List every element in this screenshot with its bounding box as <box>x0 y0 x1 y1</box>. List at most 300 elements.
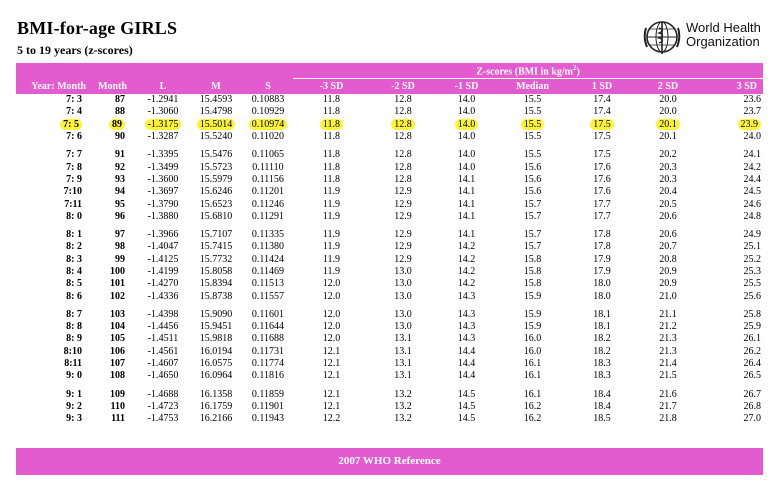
table-cell: 12.9 <box>394 241 412 253</box>
table-cell: 15.5723 <box>199 161 233 173</box>
table-cell: 17.4 <box>593 106 611 118</box>
table-cell: 99 <box>115 253 125 265</box>
table-cell: 0.11065 <box>251 149 285 161</box>
table-cell: 16.0964 <box>199 370 233 382</box>
table-cell: 8: 8 <box>66 321 82 333</box>
table-cell: 94 <box>115 186 125 198</box>
table-cell: 15.9 <box>523 290 542 302</box>
table-cell: 26.5 <box>743 370 762 382</box>
table-cell: 9: 3 <box>66 413 82 425</box>
table-cell: 11.8 <box>322 161 341 173</box>
table-cell: 12.0 <box>322 321 341 333</box>
table-cell: 17.5 <box>593 131 611 143</box>
table-cell: 12.2 <box>322 413 341 425</box>
table-cell: -1.4650 <box>147 370 179 382</box>
table-cell: 18.1 <box>593 308 611 320</box>
table-cell: -1.3880 <box>147 210 179 222</box>
table-row <box>16 119 763 131</box>
who-emblem-icon <box>642 18 682 56</box>
table-row <box>16 254 763 266</box>
table-cell: 12.8 <box>394 149 412 161</box>
table-cell: 12.9 <box>394 229 412 241</box>
table-cell: 0.11601 <box>251 308 285 320</box>
table-cell: 97 <box>115 229 125 241</box>
table-cell: 14.2 <box>457 253 476 265</box>
table-cell: 15.6 <box>523 161 542 173</box>
table-cell: 12.8 <box>370 119 436 131</box>
table-cell: 15.7 <box>523 241 542 253</box>
table-cell: 17.7 <box>593 198 611 210</box>
table-row <box>16 211 763 223</box>
table-cell: 0.11469 <box>251 266 285 277</box>
table-cell: 12.0 <box>322 278 341 290</box>
table-cell: 17.9 <box>593 266 611 277</box>
table-cell: 15.7107 <box>199 229 233 241</box>
table-cell: 92 <box>115 161 125 173</box>
table-cell: 15.9090 <box>199 308 233 320</box>
column-header: Year: Month <box>16 79 92 95</box>
table-cell: 104 <box>110 321 125 333</box>
table-cell: 15.9451 <box>199 321 233 333</box>
table-cell: 21.8 <box>659 413 677 425</box>
table-cell: 7: 9 <box>66 173 82 185</box>
table-cell: 0.11731 <box>251 345 285 357</box>
table-cell: 15.6810 <box>199 210 233 222</box>
table-cell: 14.1 <box>457 198 476 210</box>
table-cell: 21.0 <box>659 290 677 302</box>
table-cell: 23.6 <box>743 94 762 106</box>
table-row <box>16 186 763 198</box>
table-cell: 101 <box>110 278 125 290</box>
table-cell: 8: 9 <box>66 333 82 345</box>
table-cell: -1.3499 <box>147 161 179 173</box>
table-row <box>16 383 763 401</box>
table-cell: 8: 5 <box>66 278 82 290</box>
table-cell: 0.11816 <box>251 370 285 382</box>
table-cell: 13.2 <box>394 400 412 412</box>
table-cell: 14.2 <box>457 241 476 253</box>
table-cell: 15.7 <box>523 198 542 210</box>
table-cell: 96 <box>115 210 125 222</box>
table-row <box>16 358 763 370</box>
table-cell: 13.2 <box>394 388 412 400</box>
table-cell: 13.1 <box>394 333 412 345</box>
page-title: BMI-for-age GIRLS <box>17 18 178 38</box>
table-cell: 15.9818 <box>199 333 233 345</box>
table-cell: 16.2 <box>523 413 542 425</box>
table-cell: 12.0 <box>322 290 341 302</box>
table-cell: 7: 5 <box>16 119 92 131</box>
table-cell: 20.8 <box>659 253 677 265</box>
table-cell: -1.4047 <box>147 241 179 253</box>
table-cell: 0.11291 <box>251 210 285 222</box>
table-cell: 20.0 <box>659 106 677 118</box>
table-cell: 90 <box>115 131 125 143</box>
table-row <box>16 106 763 118</box>
who-logo <box>640 18 780 58</box>
table-cell: 18.0 <box>593 290 611 302</box>
table-cell: 13.2 <box>394 413 412 425</box>
table-cell: 0.11424 <box>251 253 285 265</box>
column-header: 3 SD <box>700 79 763 95</box>
table-cell: 8: 2 <box>66 241 82 253</box>
table-cell: 17.6 <box>593 161 611 173</box>
table-cell: 15.5979 <box>199 173 233 185</box>
table-cell: 11.9 <box>322 198 341 210</box>
footer-banner: 2007 WHO Reference <box>16 448 763 475</box>
table-cell: 103 <box>110 308 125 320</box>
table-cell: 15.5 <box>497 119 568 131</box>
table-cell: 7: 3 <box>66 94 82 106</box>
table-cell: 21.6 <box>659 388 677 400</box>
bmi-table <box>16 63 763 425</box>
table-cell: 12.1 <box>322 370 341 382</box>
table-cell: 0.10974 <box>243 119 293 131</box>
table-cell: 20.3 <box>659 161 677 173</box>
table-cell: -1.3287 <box>147 131 179 143</box>
table-cell: 12.0 <box>322 308 341 320</box>
table-cell: 8: 6 <box>66 290 82 302</box>
table-cell: 12.1 <box>322 345 341 357</box>
table-cell: 24.5 <box>743 186 762 198</box>
logo-line2: Organization <box>686 34 760 49</box>
table-cell: 20.1 <box>636 119 700 131</box>
column-header: L <box>137 79 189 95</box>
table-cell: -1.4125 <box>147 253 179 265</box>
table-cell: 14.0 <box>457 149 476 161</box>
table-cell: 8: 3 <box>66 253 82 265</box>
table-cell: 98 <box>115 241 125 253</box>
table-cell: 18.3 <box>593 370 611 382</box>
table-cell: 12.8 <box>394 173 412 185</box>
table-cell: 8: 0 <box>66 210 82 222</box>
table-row <box>16 223 763 241</box>
table-cell: 14.3 <box>457 290 476 302</box>
table-cell: 25.3 <box>743 266 762 277</box>
table-cell: 24.8 <box>743 210 762 222</box>
table-cell: 15.9 <box>523 308 542 320</box>
table-cell: 8:10 <box>63 345 82 357</box>
table-cell: 24.4 <box>743 173 762 185</box>
table-cell: 16.1 <box>523 358 542 370</box>
table-cell: 87 <box>115 94 125 106</box>
table-cell: 18.5 <box>593 413 611 425</box>
table-cell: 111 <box>111 413 125 425</box>
table-cell: 91 <box>115 149 125 161</box>
table-cell: -1.2941 <box>147 94 179 106</box>
column-header: Median <box>497 79 568 95</box>
table-cell: 7: 7 <box>66 149 82 161</box>
table-cell: 11.8 <box>322 149 341 161</box>
table-cell: 15.7 <box>523 210 542 222</box>
table-cell: 20.3 <box>659 173 677 185</box>
table-cell: 25.1 <box>743 241 762 253</box>
table-cell: 108 <box>110 370 125 382</box>
table-cell: 88 <box>115 106 125 118</box>
table-cell: 20.9 <box>659 266 677 277</box>
table-cell: 24.9 <box>743 229 762 241</box>
table-cell: -1.4398 <box>147 308 179 320</box>
table-cell: 16.2 <box>523 400 542 412</box>
table-cell: 15.7 <box>523 229 542 241</box>
table-cell: 17.5 <box>568 119 636 131</box>
table-cell: 15.5 <box>523 106 542 118</box>
table-cell: -1.4270 <box>147 278 179 290</box>
header-row-top <box>16 63 763 79</box>
table-cell: 0.11943 <box>251 413 285 425</box>
table-cell: 14.0 <box>457 131 476 143</box>
table-cell: 25.5 <box>743 278 762 290</box>
table-cell: 95 <box>115 198 125 210</box>
table-cell: 93 <box>115 173 125 185</box>
table-cell: 18.3 <box>593 358 611 370</box>
table-cell: 0.11156 <box>252 173 284 185</box>
table-cell: 0.11380 <box>251 241 285 253</box>
table-cell: -1.3966 <box>147 229 179 241</box>
table-cell: 15.5240 <box>199 131 233 143</box>
table-cell: 25.8 <box>743 308 762 320</box>
table-cell: 0.10929 <box>251 106 285 118</box>
table-row <box>16 346 763 358</box>
table-cell: 21.3 <box>659 345 677 357</box>
table-row <box>16 174 763 186</box>
table-row <box>16 94 763 106</box>
table-cell: 11.8 <box>322 131 341 143</box>
table-cell: 9: 2 <box>66 400 82 412</box>
table-cell: 11.8 <box>322 94 341 106</box>
table-cell: 15.9 <box>523 321 542 333</box>
table-cell: 21.3 <box>659 333 677 345</box>
table-cell: 13.0 <box>394 290 412 302</box>
table-cell: 7: 8 <box>66 161 82 173</box>
table-cell: 26.2 <box>743 345 762 357</box>
table-cell: 15.6523 <box>199 198 233 210</box>
table-cell: -1.3060 <box>147 106 179 118</box>
table-cell: 11.9 <box>322 229 341 241</box>
table-cell: 18.4 <box>593 400 611 412</box>
table-cell: 11.8 <box>293 119 370 131</box>
table-cell: 12.9 <box>394 253 412 265</box>
table-cell: 12.9 <box>394 186 412 198</box>
table-cell: 17.8 <box>593 241 611 253</box>
table-row <box>16 370 763 382</box>
table-cell: -1.4456 <box>147 321 179 333</box>
table-cell: 0.11201 <box>251 186 285 198</box>
table-cell: 18.2 <box>593 333 611 345</box>
table-cell: 26.7 <box>743 388 762 400</box>
column-header: 2 SD <box>636 79 700 95</box>
table-cell: 89 <box>92 119 137 131</box>
table-cell: 100 <box>110 266 125 277</box>
table-cell: 20.4 <box>659 186 677 198</box>
table-cell: 11.9 <box>322 186 341 198</box>
table-cell: 14.0 <box>457 106 476 118</box>
column-header: -1 SD <box>436 79 497 95</box>
table-cell: 16.0575 <box>199 358 233 370</box>
table-cell: 25.9 <box>743 321 762 333</box>
table-cell: 0.11020 <box>251 131 285 143</box>
table-cell: -1.4561 <box>147 345 179 357</box>
table-cell: -1.4723 <box>147 400 179 412</box>
table-cell: 0.11688 <box>251 333 285 345</box>
table-cell: -1.4688 <box>147 388 179 400</box>
table-cell: 0.10883 <box>251 94 285 106</box>
table-cell: 18.1 <box>593 321 611 333</box>
table-cell: 0.11246 <box>251 198 285 210</box>
table-row <box>16 241 763 253</box>
table-cell: 16.1759 <box>199 400 233 412</box>
table-cell: 14.5 <box>457 388 476 400</box>
column-header: -3 SD <box>293 79 370 95</box>
logo-line1: World Health <box>686 20 761 35</box>
zscore-group-header: Z-scores (BMI in $kg/m^2$) <box>293 63 763 79</box>
table-cell: 14.0 <box>457 94 476 106</box>
table-cell: -1.4753 <box>147 413 179 425</box>
table-cell: 17.5 <box>593 149 611 161</box>
table-cell: 27.0 <box>743 413 762 425</box>
table-cell: 13.1 <box>394 345 412 357</box>
table-cell: 17.6 <box>593 186 611 198</box>
table-cell: 17.4 <box>593 94 611 106</box>
table-row <box>16 266 763 278</box>
table-cell: 14.4 <box>457 358 476 370</box>
table-cell: 11.9 <box>322 253 341 265</box>
table-cell: 23.7 <box>743 106 762 118</box>
table-cell: 12.8 <box>394 94 412 106</box>
table-cell: -1.3697 <box>147 186 179 198</box>
table-cell: 14.2 <box>457 278 476 290</box>
table-cell: 109 <box>110 388 125 400</box>
table-cell: 20.6 <box>659 229 677 241</box>
table-cell: 11.8 <box>322 173 341 185</box>
table-cell: 21.1 <box>659 308 677 320</box>
table-cell: 16.0 <box>523 345 542 357</box>
bmi-table-container <box>16 63 763 425</box>
column-header: Month <box>92 79 137 95</box>
table-cell: 110 <box>110 400 125 412</box>
table-cell: 102 <box>110 290 125 302</box>
table-cell: 14.4 <box>457 370 476 382</box>
table-cell: 15.5 <box>523 131 542 143</box>
table-row <box>16 131 763 143</box>
table-cell: 26.8 <box>743 400 762 412</box>
table-cell: 105 <box>110 333 125 345</box>
table-cell: 15.6 <box>523 173 542 185</box>
table-cell: 13.0 <box>394 278 412 290</box>
table-cell: 23.9 <box>700 119 763 131</box>
table-cell: 13.0 <box>394 308 412 320</box>
table-cell: 21.4 <box>659 358 677 370</box>
table-cell: 21.2 <box>659 321 677 333</box>
table-cell: 14.2 <box>457 266 476 277</box>
table-cell: 14.1 <box>457 210 476 222</box>
table-cell: 14.0 <box>436 119 497 131</box>
table-row <box>16 278 763 290</box>
table-cell: 15.8 <box>523 253 542 265</box>
table-cell: 15.8 <box>523 278 542 290</box>
table-cell: 8:11 <box>64 358 82 370</box>
table-row <box>16 413 763 425</box>
table-cell: 14.4 <box>457 345 476 357</box>
table-cell: 17.6 <box>593 173 611 185</box>
table-cell: 12.1 <box>322 388 341 400</box>
table-cell: 7:11 <box>64 198 82 210</box>
table-cell: 15.6246 <box>199 186 233 198</box>
table-cell: 15.6 <box>523 186 542 198</box>
table-cell: 11.8 <box>322 106 341 118</box>
table-cell: -1.3175 <box>137 119 189 131</box>
table-cell: 16.1358 <box>199 388 233 400</box>
table-cell: 11.9 <box>322 210 341 222</box>
table-cell: 12.0 <box>322 333 341 345</box>
table-cell: 20.2 <box>659 149 677 161</box>
table-cell: 24.0 <box>743 131 762 143</box>
table-cell: 14.3 <box>457 321 476 333</box>
table-cell: 8: 1 <box>66 229 82 241</box>
table-cell: 21.7 <box>659 400 677 412</box>
table-cell: 12.8 <box>394 161 412 173</box>
table-cell: 0.11110 <box>252 161 284 173</box>
table-cell: 20.9 <box>659 278 677 290</box>
table-cell: 0.11859 <box>251 388 285 400</box>
table-cell: 20.6 <box>659 210 677 222</box>
table-cell: 0.11335 <box>251 229 285 241</box>
table-cell: 0.11774 <box>251 358 285 370</box>
table-cell: -1.4511 <box>147 333 179 345</box>
table-cell: 12.9 <box>394 198 412 210</box>
table-cell: 12.8 <box>394 106 412 118</box>
table-cell: 14.1 <box>457 229 476 241</box>
table-cell: 7:10 <box>63 186 82 198</box>
table-cell: 17.8 <box>593 229 611 241</box>
table-cell: -1.4607 <box>147 358 179 370</box>
table-cell: 15.4593 <box>199 94 233 106</box>
table-cell: 8: 4 <box>66 266 82 277</box>
table-cell: 0.11557 <box>251 290 285 302</box>
table-cell: 107 <box>110 358 125 370</box>
table-cell: 9: 0 <box>66 370 82 382</box>
table-cell: 13.1 <box>394 370 412 382</box>
table-cell: 16.1 <box>523 370 542 382</box>
table-cell: 26.4 <box>743 358 762 370</box>
table-cell: 0.11644 <box>251 321 285 333</box>
table-cell: 11.9 <box>322 266 341 277</box>
table-cell: 11.9 <box>322 241 341 253</box>
table-cell: 25.2 <box>743 253 762 265</box>
table-cell: 14.5 <box>457 413 476 425</box>
table-cell: 25.6 <box>743 290 762 302</box>
table-cell: 13.1 <box>394 358 412 370</box>
table-cell: -1.3395 <box>147 149 179 161</box>
table-cell: 9: 1 <box>66 388 82 400</box>
table-cell: 14.1 <box>457 186 476 198</box>
table-cell: 15.8738 <box>199 290 233 302</box>
table-cell: 7: 6 <box>66 131 82 143</box>
table-cell: 15.5476 <box>199 149 233 161</box>
table-cell: 24.6 <box>743 198 762 210</box>
table-cell: 24.2 <box>743 161 762 173</box>
who-logo-text <box>686 21 761 49</box>
table-cell: 16.1 <box>523 388 542 400</box>
table-cell: 21.5 <box>659 370 677 382</box>
table-row <box>16 333 763 345</box>
table-cell: 13.0 <box>394 266 412 277</box>
table-cell: 15.5014 <box>189 119 243 131</box>
table-row <box>16 161 763 173</box>
table-cell: 14.5 <box>457 400 476 412</box>
table-cell: 20.7 <box>659 241 677 253</box>
table-cell: 18.2 <box>593 345 611 357</box>
